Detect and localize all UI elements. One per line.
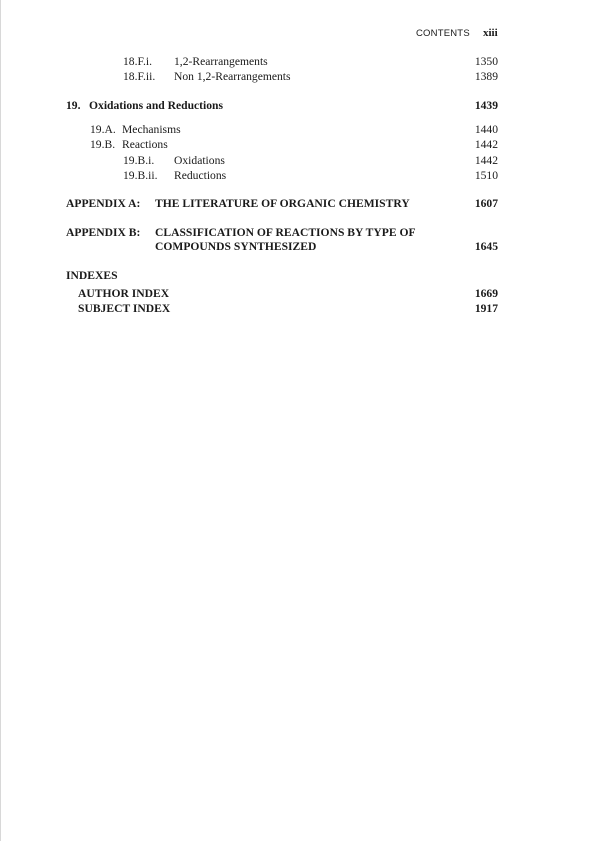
page-edge-rule [0, 0, 1, 841]
toc-entry-19-b-ii-page: 1510 [474, 169, 498, 182]
toc-entry-19-b-number: 19.B. [90, 138, 116, 151]
toc-entry-19-b-i-title: Oxidations [174, 154, 225, 167]
toc-entry-18-f-i-page: 1350 [474, 55, 498, 68]
toc-entry-19-b-ii-title: Reductions [174, 169, 227, 182]
toc-indexes-heading: INDEXES [66, 269, 118, 282]
toc-entry-19-b-title: Reactions [122, 138, 168, 151]
toc-appendix-b-page: 1645 [474, 240, 498, 253]
toc-entry-18-f-ii-number: 18.F.ii. [123, 70, 156, 83]
toc-subject-index-title: SUBJECT INDEX [78, 302, 171, 315]
toc-chapter-19-page: 1439 [474, 99, 498, 112]
toc-entry-18-f-i-number: 18.F.i. [123, 55, 153, 68]
toc-appendix-a-label: APPENDIX A: [66, 197, 141, 210]
toc-entry-19-a-page: 1440 [474, 123, 498, 136]
toc-entry-19-a-title: Mechanisms [122, 123, 181, 136]
toc-author-index-title: AUTHOR INDEX [78, 287, 170, 300]
toc-entry-18-f-ii-page: 1389 [474, 70, 498, 83]
running-header-label: CONTENTS [416, 28, 470, 39]
toc-chapter-19-title: Oxidations and Reductions [89, 99, 224, 112]
toc-entry-19-a-number: 19.A. [90, 123, 116, 136]
toc-chapter-19-number: 19. [66, 99, 81, 112]
toc-entry-19-b-ii-number: 19.B.ii. [123, 169, 158, 182]
toc-entry-19-b-i-number: 19.B.i. [123, 154, 155, 167]
toc-entry-19-b-page: 1442 [474, 138, 498, 151]
toc-appendix-b-label: APPENDIX B: [66, 226, 141, 239]
toc-appendix-b-title-continued: COMPOUNDS SYNTHESIZED [155, 240, 317, 253]
toc-entry-18-f-i-title: 1,2-Rearrangements [174, 55, 268, 68]
toc-appendix-a-title: THE LITERATURE OF ORGANIC CHEMISTRY [155, 197, 410, 210]
running-header-page-number: xiii [483, 27, 498, 39]
toc-appendix-a-page: 1607 [474, 197, 498, 210]
toc-author-index-page: 1669 [474, 287, 498, 300]
toc-appendix-b-title: CLASSIFICATION OF REACTIONS BY TYPE OF [155, 226, 416, 239]
toc-subject-index-page: 1917 [474, 302, 498, 315]
toc-entry-18-f-ii-title: Non 1,2-Rearrangements [174, 70, 291, 83]
toc-entry-19-b-i-page: 1442 [474, 154, 498, 167]
